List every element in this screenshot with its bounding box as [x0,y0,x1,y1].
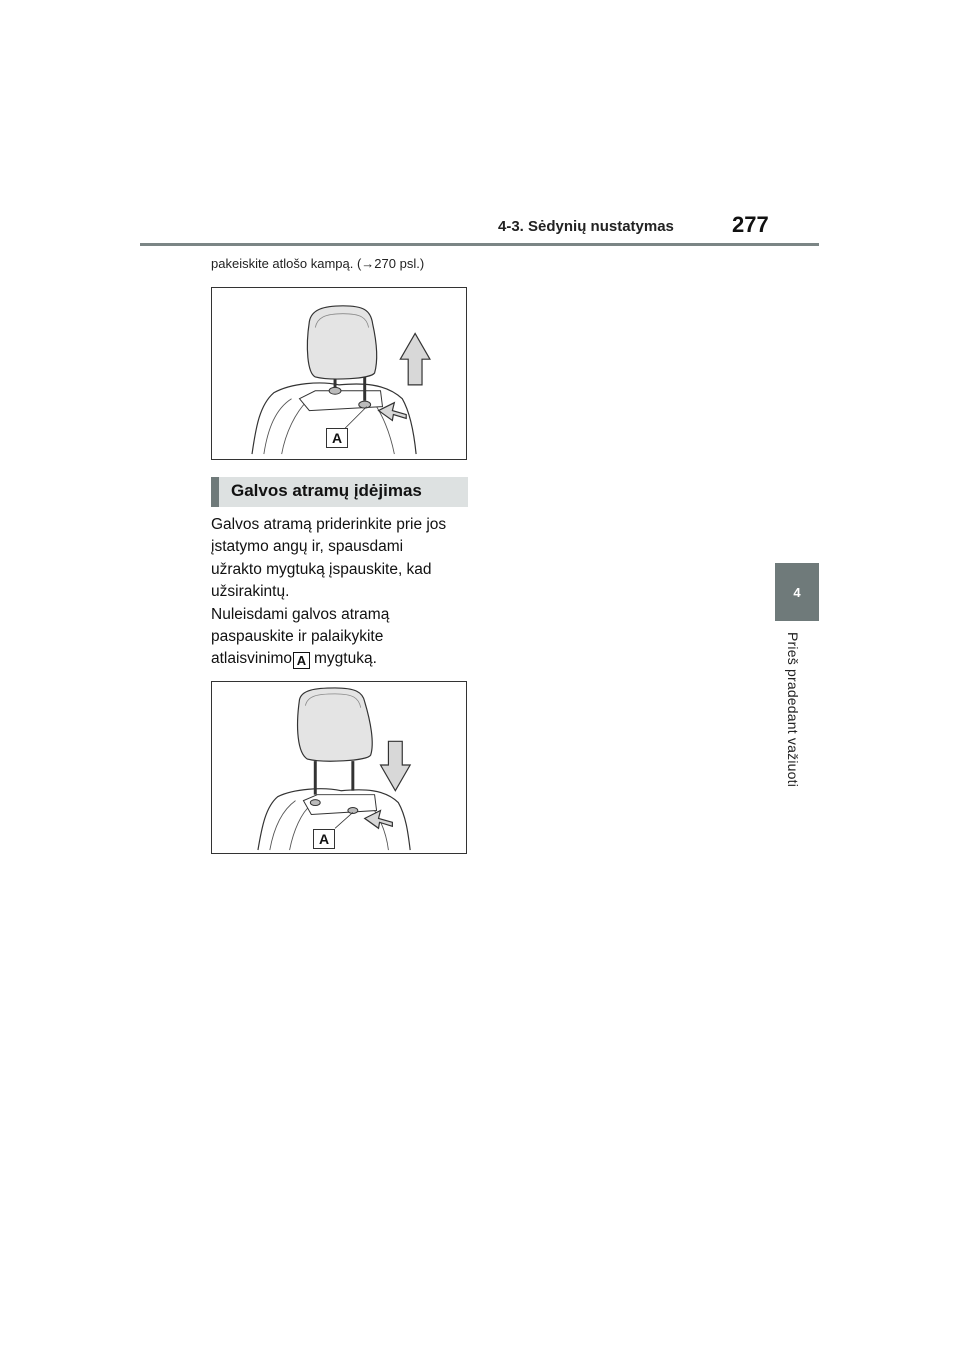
section-heading: Galvos atramų įdėjimas [231,481,422,500]
page-number: 277 [732,212,769,237]
header-divider [140,243,819,246]
text-line: užrakto mygtuką įspauskite, kad [211,560,432,578]
headrest-raise-illustration [211,287,467,460]
headrest-lower-illustration [211,681,467,854]
text-line: įstatymo angų ir, spausdami [211,538,404,556]
chapter-tab[interactable] [775,563,819,621]
callout-label-a: A [313,829,335,849]
callout-label-a: A [326,428,348,448]
instruction-text [211,514,479,671]
text-fragment: mygtuką. [313,650,377,668]
reference-text: pakeiskite atlošo kampą. (→270 psl.) [211,256,425,271]
chapter-number: 4 [793,584,801,600]
text-line: paspauskite ir palaikykite [211,628,384,646]
section-title-header: 4-3. Sėdynių nustatymas [498,218,674,235]
text-line: Galvos atramą priderinkite prie jos [211,516,447,533]
text-line [211,648,479,670]
text-line: užsirakintų. [211,583,290,601]
section-heading-bar [211,477,468,507]
chapter-title: Prieš pradedant važiuoti [785,632,801,787]
headrest-lower-drawing [212,682,466,853]
text-fragment: atlaisvinimo [211,650,292,668]
inline-label-a: A [293,652,310,669]
text-line: Nuleisdami galvos atramą [211,605,390,623]
